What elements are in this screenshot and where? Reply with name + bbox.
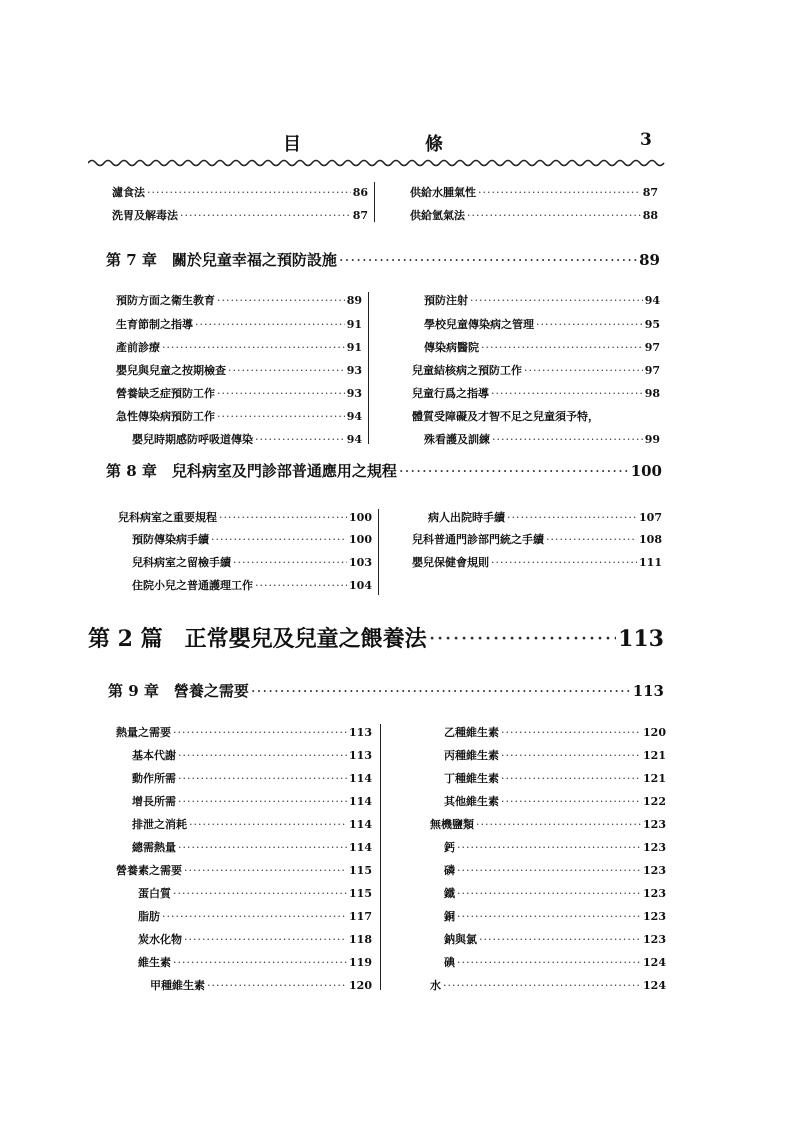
toc-entry: 水 ····· 124: [430, 977, 666, 993]
toc-entry: 營養缺乏症預防工作 ····· 93: [116, 385, 362, 401]
page-number: 3: [640, 130, 652, 150]
toc-entry: 乙種維生素 ····· 120: [444, 724, 666, 740]
toc-entry: 嬰兒保健會規則 ····· 111: [412, 554, 662, 570]
toc-entry: 增長所需 ····· 114: [132, 793, 372, 809]
column-divider: [380, 724, 381, 990]
column-divider: [378, 509, 379, 595]
chapter-9-heading: 第 9 章 營養之需要 ····· 113: [108, 680, 664, 702]
toc-entry: 磷 ····· 123: [444, 862, 666, 878]
toc-entry: 殊看護及訓練 ····· 99: [424, 431, 660, 447]
toc-entry: 鈉與氯 ····· 123: [444, 931, 666, 947]
header-title-right: 條: [425, 134, 443, 155]
toc-entry: 嬰兒時期感防呼吸道傳染 ····· 94: [132, 431, 362, 447]
toc-entry: 鐵 ····· 123: [444, 885, 666, 901]
toc-entry: 熱量之需要 ····· 113: [116, 724, 372, 740]
toc-entry: 預防方面之衛生教育 ····· 89: [116, 292, 362, 308]
toc-entry: 住院小兒之普通護理工作 ····· 104: [132, 577, 372, 593]
toc-entry: 兒科病室之留檢手續 ····· 103: [132, 554, 372, 570]
toc-entry: 預防注射 ····· 94: [424, 292, 660, 308]
toc-entry: 其他維生素 ····· 122: [444, 793, 666, 809]
toc-entry: 蛋白質 ····· 115: [138, 885, 372, 901]
toc-entry: 體質受障礙及才智不足之兒童須予特，: [412, 410, 599, 423]
toc-entry: 兒童結核病之預防工作 ····· 97: [412, 362, 660, 378]
toc-entry: 供給氫氣法 ····· 88: [410, 207, 658, 223]
toc-entry: 總需熱量 ····· 114: [132, 839, 372, 855]
toc-entry: 學校兒童傳染病之管理 ····· 95: [424, 316, 660, 332]
toc-entry: 鈣 ····· 123: [444, 839, 666, 855]
toc-entry: 供給水腫氣性 ····· 87: [410, 184, 658, 200]
column-divider: [374, 182, 375, 222]
column-divider: [368, 292, 369, 444]
toc-entry: 排泄之消耗 ····· 114: [132, 816, 372, 832]
toc-entry: 丁種維生素 ····· 121: [444, 770, 666, 786]
toc-entry: 傳染病醫院 ····· 97: [424, 339, 660, 355]
toc-entry: 兒科病室之重要規程 ····· 100: [118, 509, 372, 525]
header-wavy-rule: [88, 156, 666, 170]
toc-entry: 動作所需 ····· 114: [132, 770, 372, 786]
toc-entry: 嬰兒與兒童之按期檢查 ····· 93: [116, 362, 362, 378]
toc-entry: 兒童行爲之指導 ····· 98: [412, 385, 660, 401]
toc-entry: 洗胃及解毒法 ····· 87: [112, 207, 368, 223]
toc-entry: 脂肪 ····· 117: [138, 908, 372, 924]
part-2-heading: 第 2 篇 正常嬰兒及兒童之餵養法 ····· 113: [88, 622, 664, 652]
chapter-7-heading: 第 7 章 關於兒童幸福之預防設施 ····· 89: [106, 249, 660, 271]
toc-entry: 急性傳染病預防工作 ····· 94: [116, 408, 362, 424]
toc-entry: 基本代謝 ····· 113: [132, 747, 372, 763]
toc-entry: 產前診療 ····· 91: [116, 339, 362, 355]
toc-entry: 生育節制之指導 ····· 91: [116, 316, 362, 332]
toc-entry: 甲種維生素 ····· 120: [150, 977, 372, 993]
toc-entry: 炭水化物 ····· 118: [138, 931, 372, 947]
toc-entry: 銅 ····· 123: [444, 908, 666, 924]
toc-entry: 丙種維生素 ····· 121: [444, 747, 666, 763]
toc-entry: 濾食法 ····· 86: [112, 184, 368, 200]
toc-entry: 無機鹽類 ····· 123: [430, 816, 666, 832]
toc-entry: 營養素之需要 ····· 115: [116, 862, 372, 878]
toc-entry: 維生素 ····· 119: [138, 954, 372, 970]
toc-entry: 兒科普通門診部門統之手續 ····· 108: [412, 531, 662, 547]
toc-entry: 病人出院時手續 ····· 107: [428, 509, 662, 525]
header-title-left: 目: [283, 134, 301, 155]
chapter-8-heading: 第 8 章 兒科病室及門診部普通應用之規程 ····· 100: [106, 460, 662, 482]
toc-entry: 碘 ····· 124: [444, 954, 666, 970]
toc-entry: 預防傳染病手續 ····· 100: [132, 531, 372, 547]
